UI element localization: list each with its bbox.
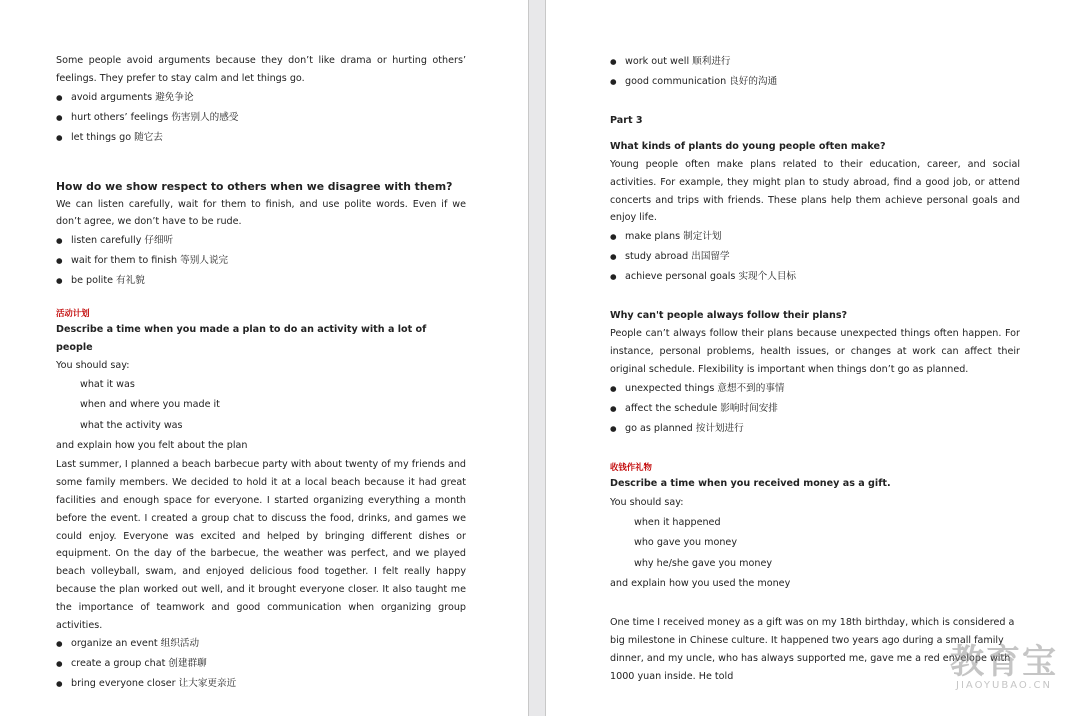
list-item: ● achieve personal goals 实现个人目标 [610, 267, 1020, 287]
category-label: 收钱作礼物 [610, 461, 652, 472]
list-item: ● be polite 有礼貌 [56, 271, 466, 291]
explain-prompt: and explain how you used the money [610, 578, 791, 590]
answer-paragraph: One time I received money as a gift was on my 18th birthday, which is considered a big milestone in Chinese culture. It happened two years ago during a small family dinner, and my uncle, who has always supported me, gave me a red envelope with 1000 yuan inside. He told [610, 617, 1015, 683]
part-heading: Part 3 [610, 115, 643, 126]
should-say-label: You should say: [56, 360, 130, 372]
bullet-list [56, 231, 466, 291]
answer-paragraph: Young people often make plans related to their education, career, and social activities. For example, they might plan to study abroad, find a good job, or attend concerts and trips with friends. These plans help them achieve personal goals and enjoy life. [610, 159, 1020, 224]
bullet-list [56, 88, 466, 148]
category-label: 活动计划 [56, 308, 90, 319]
list-item: ● wait for them to finish 等别人说完 [56, 251, 466, 271]
intro-paragraph: Some people avoid arguments because they don’t like drama or hurting others’ feelings. They prefer to stay calm and let things go. [56, 55, 466, 84]
watermark-url: JIAOYUBAO.CN [956, 680, 1052, 691]
answer-paragraph: We can listen carefully, wait for them to finish, and use polite words. Even if we don’t agree, we don’t have to be rude. [56, 198, 466, 228]
answer-paragraph: Last summer, I planned a beach barbecue party with about twenty of my friends and some family members. We decided to hold it at a local beach because it had great facilities and enough space for everyone. I started organizing everything a month before the event. I created a group chat to discuss the food, drinks, and games we could enjoy. Everyone was excited and helped by bringing different dishes or equipment. On the day of the barbecue, the weather was perfect, and we played beach volleyball, swam, and enjoyed delicious food together. I felt really happy because the plan worked out well, and it brought everyone closer. It also taught me the importance of teamwork and good communication when organizing group activities. [56, 459, 466, 631]
prompt-item: what the activity was [80, 419, 183, 431]
watermark-logo [950, 644, 1058, 692]
list-item: ● make plans 制定计划 [610, 227, 1020, 247]
prompt-item: when and where you made it [80, 399, 220, 411]
topic-heading: Describe a time when you made a plan to do an activity with a lot of people [56, 324, 427, 354]
page-gutter [528, 0, 546, 716]
list-item: ● go as planned 按计划进行 [610, 419, 1020, 439]
document-page-left [0, 0, 528, 716]
list-item: ● listen carefully 仔细听 [56, 231, 466, 251]
list-item: ● good communication 良好的沟通 [610, 72, 1020, 92]
list-item: ● avoid arguments 避免争论 [56, 88, 466, 108]
answer-paragraph: People can’t always follow their plans because unexpected things often happen. For instance, personal problems, health issues, or changes at work can affect their original schedule. Flexibility is important when things don’t go as planned. [610, 328, 1020, 375]
watermark-text: 教育宝 [950, 642, 1058, 682]
list-item: ● work out well 顺利进行 [610, 52, 1020, 72]
prompt-item: why he/she gave you money [634, 557, 773, 569]
list-item: ● study abroad 出国留学 [610, 247, 1020, 267]
bullet-list [610, 379, 1020, 439]
bullet-list [610, 52, 1020, 92]
list-item: ● let things go 随它去 [56, 128, 466, 148]
list-item: ● bring everyone closer 让大家更亲近 [56, 674, 466, 694]
question-heading: Why can't people always follow their plans? [610, 310, 848, 322]
prompt-item: what it was [80, 378, 135, 390]
should-say-label: You should say: [610, 496, 684, 508]
question-heading: How do we show respect to others when we disagree with them? [56, 179, 453, 193]
topic-heading: Describe a time when you received money as a gift. [610, 477, 891, 489]
list-item: ● hurt others’ feelings 伤害别人的感受 [56, 108, 466, 128]
list-item: ● unexpected things 意想不到的事情 [610, 379, 1020, 399]
bullet-list [610, 227, 1020, 287]
question-heading: What kinds of plants do young people often make? [610, 141, 886, 152]
prompt-item: when it happened [634, 516, 721, 528]
prompt-item: who gave you money [634, 537, 737, 549]
list-item: ● affect the schedule 影响时间安排 [610, 399, 1020, 419]
document-page-right [546, 0, 1080, 716]
bullet-list [56, 634, 466, 694]
list-item: ● organize an event 组织活动 [56, 634, 466, 654]
explain-prompt: and explain how you felt about the plan [56, 440, 248, 452]
list-item: ● create a group chat 创建群聊 [56, 654, 466, 674]
